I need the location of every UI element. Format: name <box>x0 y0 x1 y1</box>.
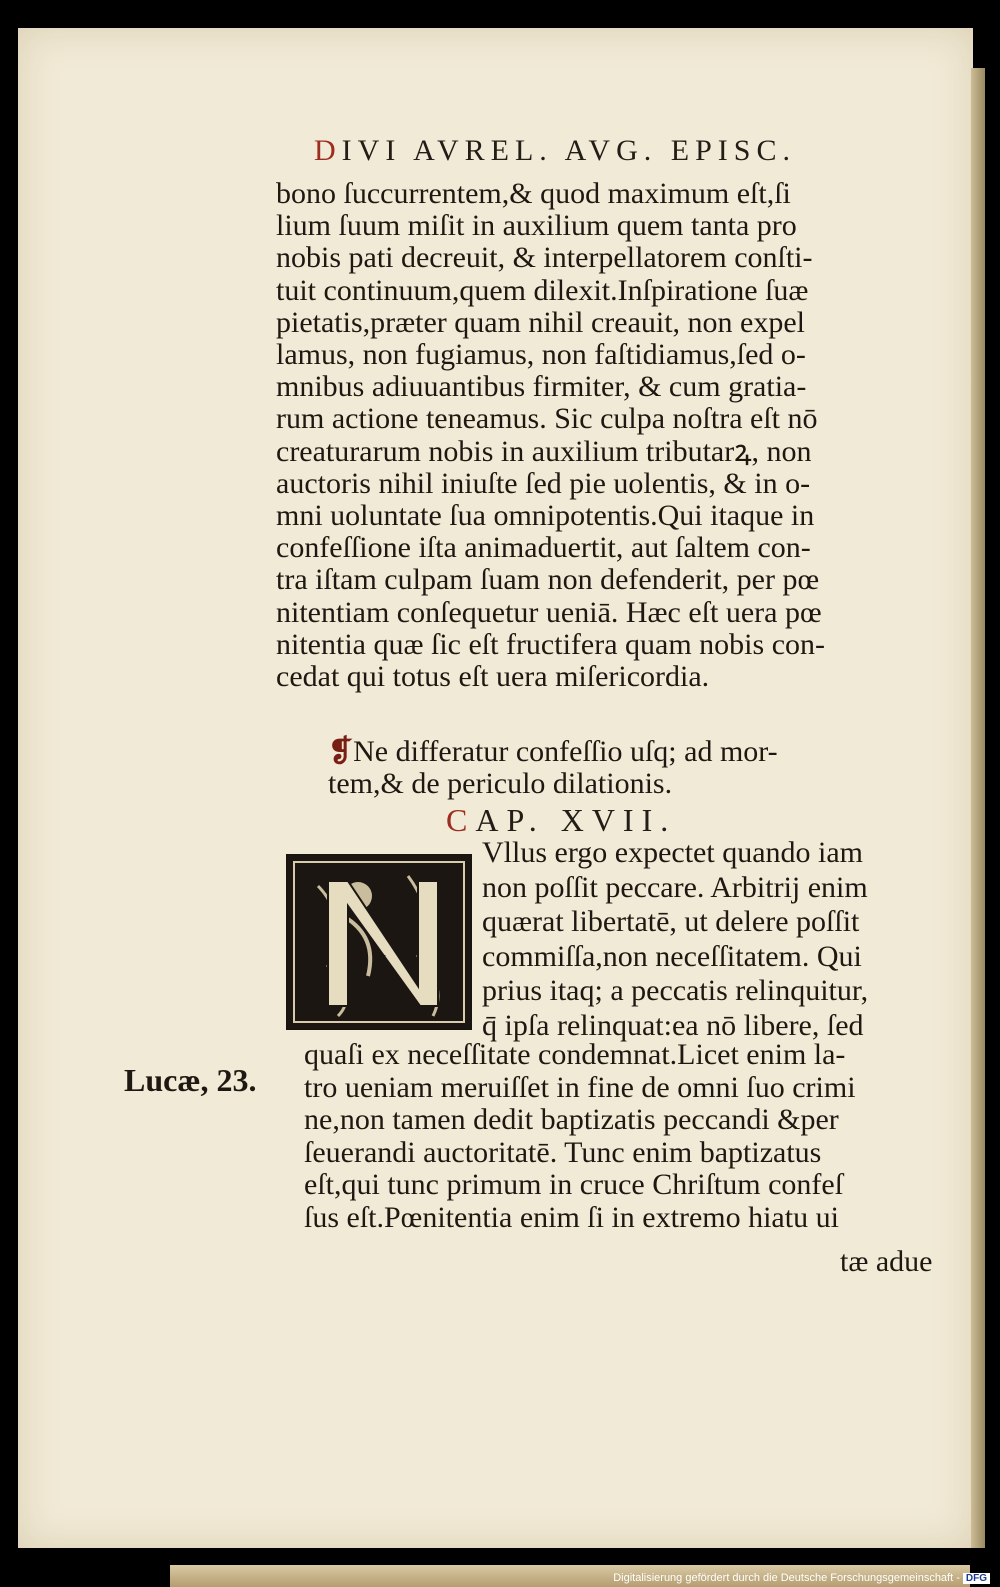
margin-note: Lucæ, 23. <box>124 1062 257 1098</box>
initial-letter: N <box>371 951 387 973</box>
woodcut-initial-image <box>288 856 470 1028</box>
text-line: ſeuerandi auctoritatē. Tunc enim baptizatus <box>304 1135 822 1169</box>
text-line: lamus, non fugiamus, non faſtidiamus,ſed o- <box>276 338 806 372</box>
text-line: cedat qui totus eſt uera miſericordia. <box>276 660 710 694</box>
text-line: quærat libertatē, ut delere poſſit <box>482 905 860 938</box>
catchword: tæ adue <box>840 1245 933 1278</box>
text-line: creaturarum nobis in auxilium tributarꝝ, non <box>276 434 812 468</box>
lower-text-block <box>304 1039 944 1235</box>
heading-line-2: tem,& de periculo dilationis. <box>328 767 673 800</box>
woodcut-initial <box>286 854 472 1030</box>
book-page <box>18 28 973 1548</box>
text-line: commiſſa,non neceſſitatem. Qui <box>482 939 862 973</box>
text-line: pietatis,præter quam nihil creauit, non expel <box>276 305 806 339</box>
text-line: nitentiam conſequetur ueniā. Hæc eſt uera pœ <box>276 595 822 629</box>
text-line: nitentia quæ ſic eſt fructifera quam nobis con- <box>276 627 825 661</box>
chapter-title <box>446 802 676 839</box>
dfg-logo: DFG <box>963 1573 990 1584</box>
text-line: q̄ ipſa relinquat:ea nō libere, ſed <box>482 1008 864 1042</box>
running-head-text: IVI AVREL. AVG. EPISC. <box>341 134 796 167</box>
running-head <box>314 134 874 168</box>
footer-text: Digitalisierung gefördert durch die Deutsche Forschungsgemeinschaft - <box>613 1572 960 1584</box>
text-line: tro ueniam meruiſſet in fine de omni ſuo crimi <box>304 1070 856 1104</box>
text-line: rum actione teneamus. Sic culpa noſtra eſt nō <box>276 402 818 436</box>
text-line: lium ſuum miſit in auxilium quem tanta pro <box>276 209 797 243</box>
text-line: mnibus adiuuantibus firmiter, & cum gratia- <box>276 370 807 404</box>
text-line: eſt,qui tunc primum in cruce Chriſtum confeſ <box>304 1168 844 1202</box>
text-line: tuit continuum,quem dilexit.Inſpiratione ſuæ <box>276 273 809 307</box>
text-line: ſus eſt.Pœnitentia enim ſi in extremo hiatu ui <box>304 1200 839 1234</box>
text-line: tra iſtam culpam ſuam non defenderit, per pœ <box>276 563 820 597</box>
section-heading <box>328 736 778 800</box>
text-line: confeſſione iſta animaduertit, aut ſaltem con- <box>276 531 811 565</box>
digitization-footer <box>613 1572 990 1584</box>
heading-line-1: Ne differatur confeſſio uſq; ad mor- <box>353 735 778 768</box>
main-text-block <box>276 178 926 693</box>
running-head-initial: D <box>314 134 342 167</box>
text-line: quaſi ex neceſſitate condemnat.Licet enim la- <box>304 1038 846 1071</box>
chapter-number: AP. XVII. <box>475 802 677 838</box>
text-line: nobis pati decreuit, & interpellatorem conſti- <box>276 241 813 275</box>
text-line: Vllus ergo expectet quando iam <box>482 836 864 869</box>
text-line: mni uoluntate ſua omnipotentis.Qui itaque in <box>276 499 815 533</box>
text-line: bono ſuccurrentem,& quod maximum eſt,ſi <box>276 177 791 210</box>
pilcrow-icon: ❡ <box>328 735 354 768</box>
text-beside-initial <box>482 836 942 1043</box>
text-line: non poſſit peccare. Arbitrij enim <box>482 870 868 904</box>
text-line: ne,non tamen dedit baptizatis peccandi &per <box>304 1103 839 1137</box>
page-edge <box>971 68 985 1548</box>
text-line: prius itaq; a peccatis relinquitur, <box>482 974 869 1007</box>
chapter-initial: C <box>446 802 476 838</box>
text-line: auctoris nihil iniuſte ſed pie uolentis, & in o- <box>276 466 811 500</box>
